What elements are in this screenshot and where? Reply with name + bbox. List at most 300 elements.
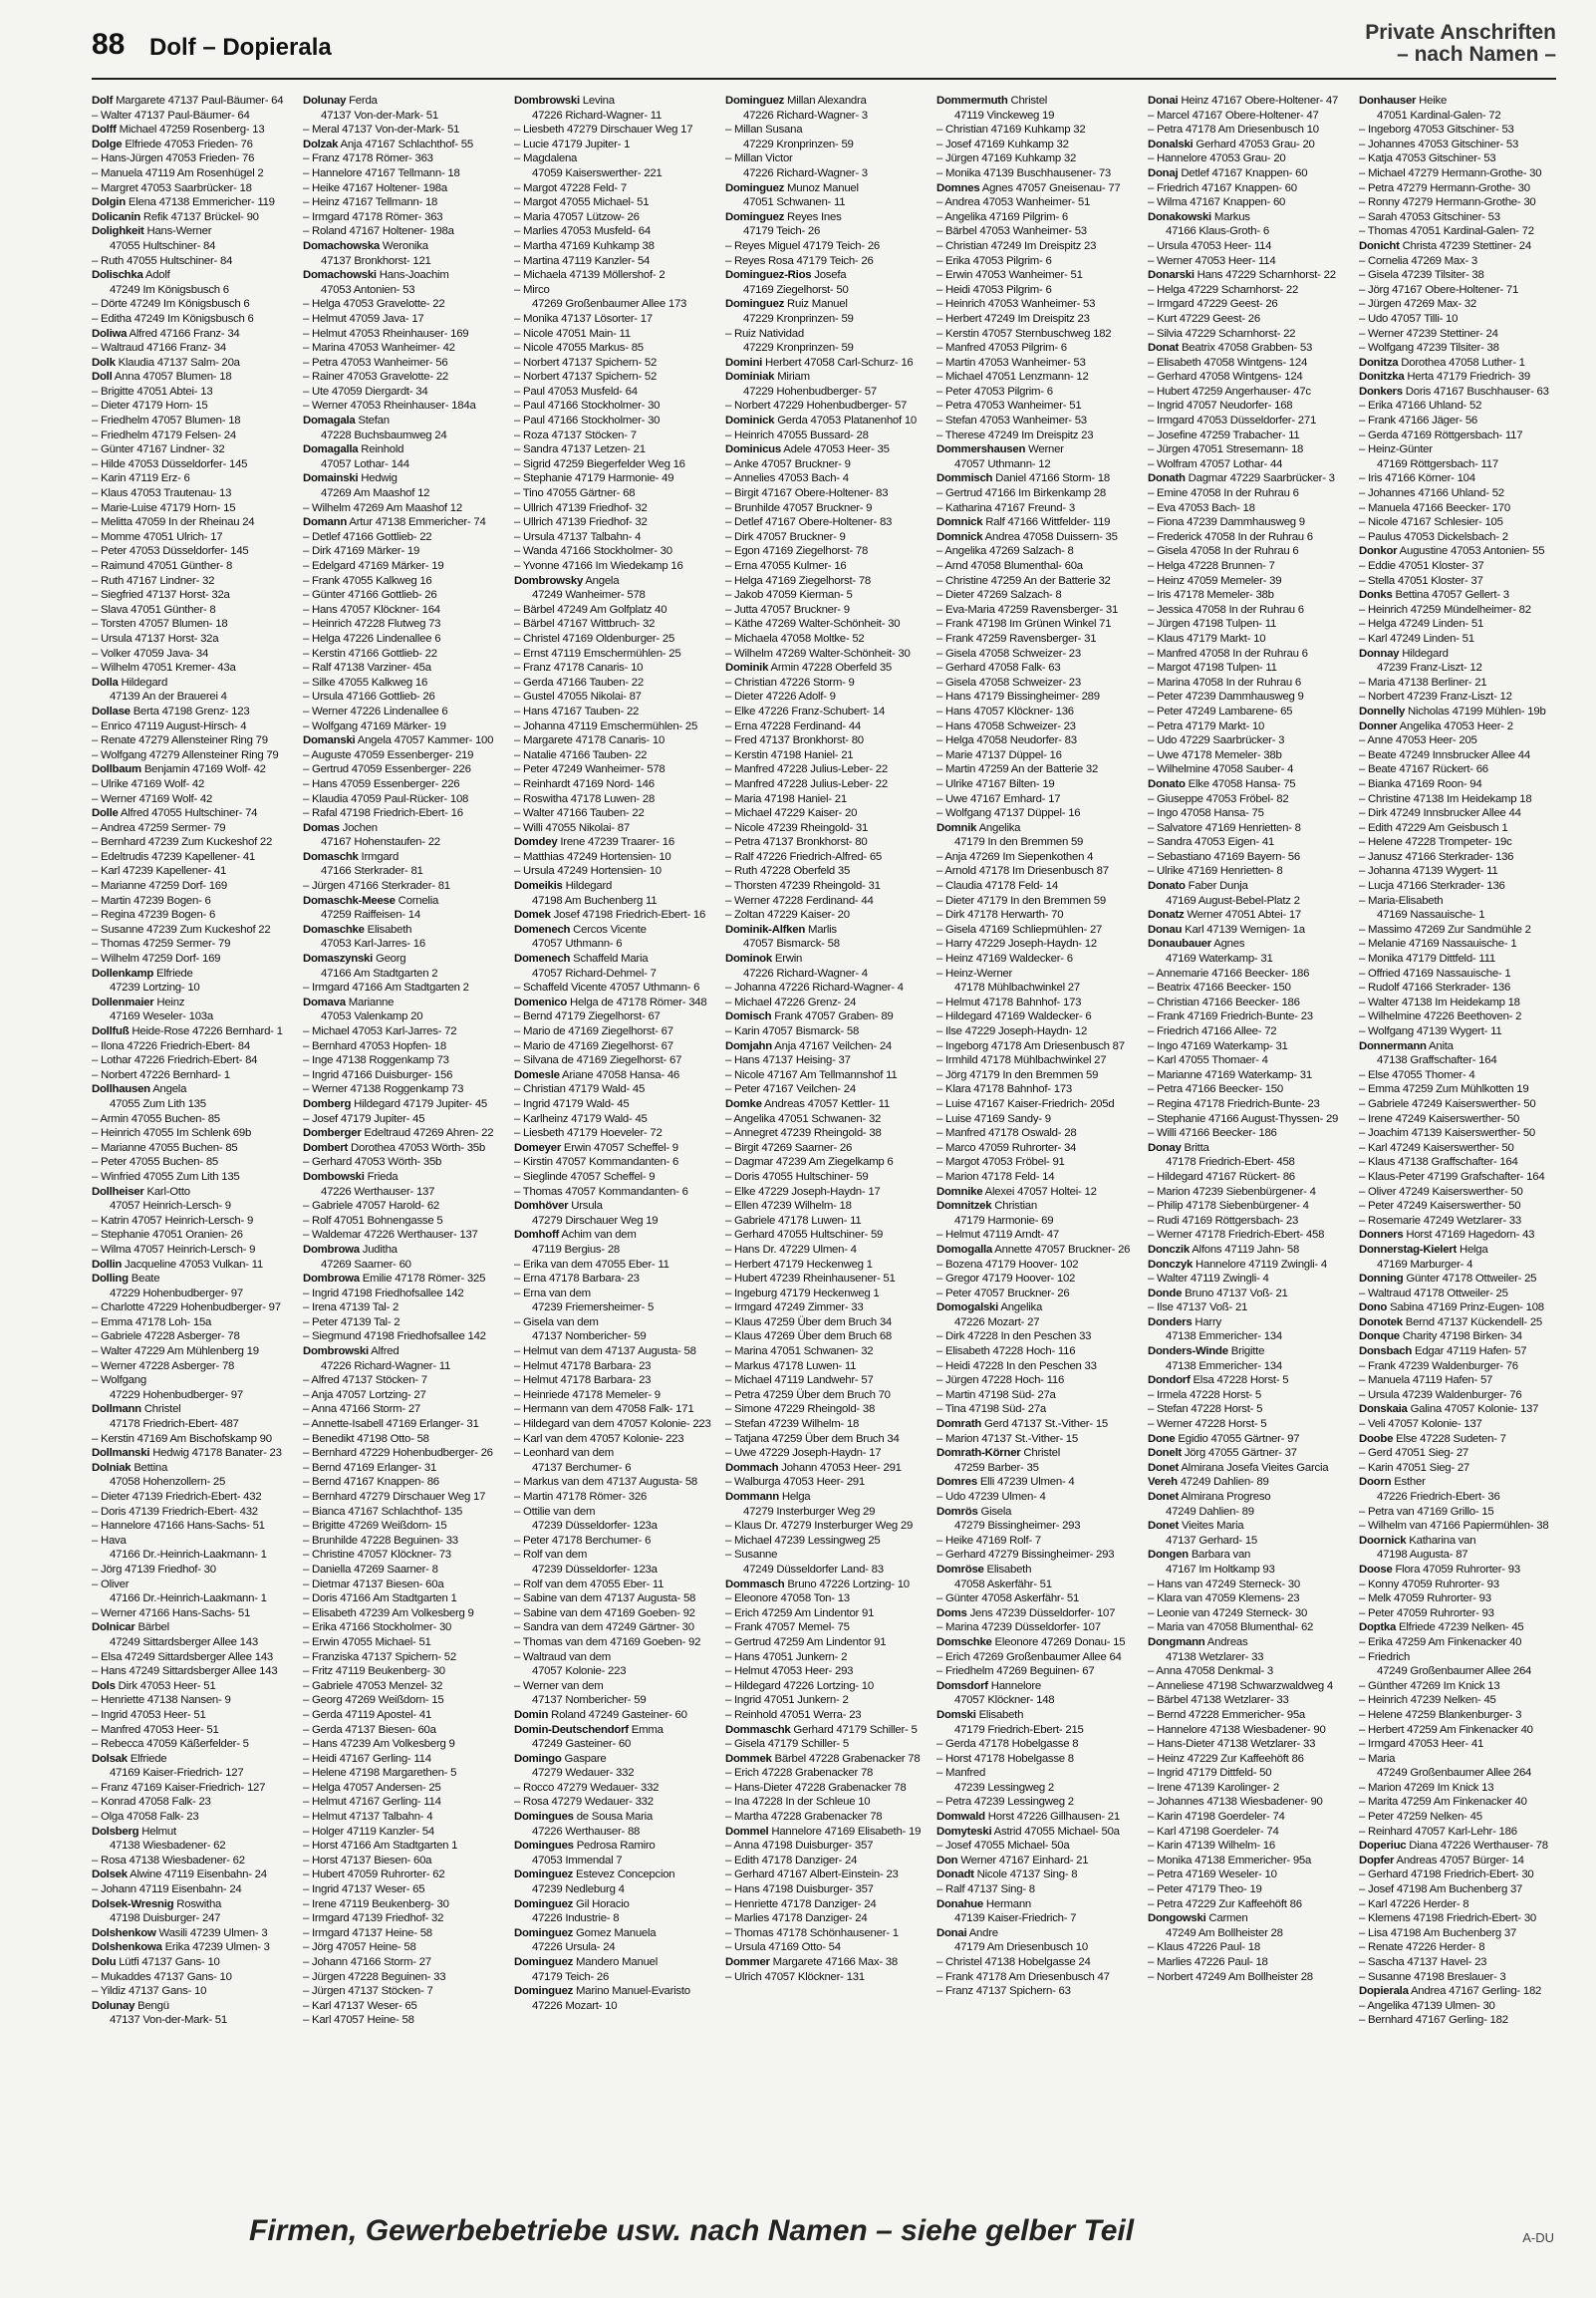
listing-entry: – Erwin 47053 Wanheimer- 51 — [936, 269, 1083, 282]
listing-entry: Dolniak Bettina — [92, 1461, 168, 1474]
listing-entry: 47051 Kardinal-Galen- 72 — [1377, 109, 1501, 122]
listing-entry: – Wolfram 47057 Lothar- 44 — [1148, 457, 1283, 470]
listing-entry: – Michael 47051 Lenzmann- 12 — [936, 371, 1089, 384]
listing-entry: – Ulrike 47169 Wolf- 42 — [92, 777, 205, 790]
listing-entry: Dollmanski Hedwig 47178 Banater- 23 — [92, 1447, 282, 1460]
listing-entry: – Käthe 47269 Walter-Schönheit- 30 — [725, 618, 901, 631]
section-title — [1365, 22, 1556, 66]
listing-entry: – Erika 47166 Uhland- 52 — [1359, 400, 1482, 413]
listing-entry: 47226 Richard-Wagner- 11 — [321, 1359, 451, 1372]
listing-entry: – Hans 47249 Sittardsberger Allee 143 — [92, 1665, 278, 1678]
listing-entry: Doobe Else 47228 Sudeten- 7 — [1359, 1432, 1506, 1445]
listing-entry: – Thomas van dem 47169 Goeben- 92 — [514, 1635, 701, 1648]
listing-entry: – Irmgard 47053 Düsseldorfer- 271 — [1148, 415, 1317, 428]
listing-entry: – Annelies 47053 Bach- 4 — [725, 472, 849, 485]
listing-entry: – Ingrid 47057 Neudorfer- 168 — [1148, 400, 1293, 413]
listing-entry: – Michael 47279 Hermann-Grothe- 30 — [1359, 166, 1542, 179]
listing-entry: – Hans 47058 Schweizer- 23 — [936, 719, 1076, 732]
listing-entry: – Ruth 47167 Lindner- 32 — [92, 574, 215, 587]
listing-entry: – Annemarie 47166 Beecker- 186 — [1148, 967, 1310, 980]
listing-entry: – Frank 47057 Memel- 75 — [725, 1621, 850, 1634]
listing-entry: 47055 Hultschiner- 84 — [110, 239, 216, 252]
listing-entry: Domnes Agnes 47057 Gneisenau- 77 — [936, 181, 1121, 194]
listing-entry: – Ruth 47055 Hultschiner- 84 — [92, 254, 233, 267]
listing-entry: – Gerhard 47058 Wintgens- 124 — [1148, 371, 1303, 384]
listing-entry: – Helga 47169 Ziegelhorst- 78 — [725, 574, 871, 587]
listing-column-5 — [936, 94, 1140, 2176]
listing-entry: – Brigitte 47269 Weißdorn- 15 — [303, 1520, 447, 1533]
listing-entry: 47167 Hohenstaufen- 22 — [321, 836, 440, 849]
listing-entry: – Roland 47167 Holtener- 198a — [303, 225, 454, 238]
listing-entry: – Dieter 47139 Friedrich-Ebert- 432 — [92, 1491, 262, 1503]
listing-entry: 47249 Düsseldorfer Land- 83 — [743, 1563, 884, 1576]
listing-entry: – Hans 47059 Essenberger- 226 — [303, 777, 460, 790]
listing-entry: – Hans 47057 Klöckner- 136 — [936, 705, 1074, 718]
listing-entry: Dominik Armin 47228 Oberfeld 35 — [725, 662, 892, 675]
listing-entry: 47139 An der Brauerei 4 — [110, 691, 227, 704]
listing-entry: – Elisabeth 47239 Am Volkesberg 9 — [303, 1606, 474, 1619]
listing-entry: Donay Britta — [1148, 1141, 1209, 1154]
listing-entry: 47249 Dahlien- 89 — [1166, 1505, 1254, 1518]
listing-entry: – Renate 47279 Allensteiner Ring 79 — [92, 734, 268, 747]
listing-entry: – Norbert 47137 Spichern- 52 — [514, 356, 658, 369]
listing-entry: – Sandra 47053 Eigen- 41 — [1148, 836, 1274, 849]
listing-entry: – Giuseppe 47053 Fröbel- 82 — [1148, 792, 1289, 805]
listing-entry: – Klaus 47179 Markt- 10 — [1148, 632, 1266, 645]
listing-entry: – Lothar 47226 Friedrich-Ebert- 84 — [92, 1054, 258, 1067]
listing-entry: Domberg Hildegard 47179 Jupiter- 45 — [303, 1097, 487, 1110]
listing-entry: – Renate 47226 Herder- 8 — [1359, 1941, 1485, 1954]
listing-entry: Donath Dagmar 47229 Saarbrücker- 3 — [1148, 472, 1335, 485]
listing-entry: – Nicole 47239 Rheingold- 31 — [725, 821, 869, 834]
listing-entry: – Helga 47226 Lindenallee 6 — [303, 632, 441, 645]
listing-entry: – Helga 47249 Linden- 51 — [1359, 618, 1484, 631]
listing-entry: Domschke Eleonore 47269 Donau- 15 — [936, 1635, 1126, 1648]
listing-entry: – Alfred 47137 Stöcken- 7 — [303, 1374, 427, 1387]
listing-entry: Dols Dirk 47053 Heer- 51 — [92, 1679, 216, 1692]
listing-entry: – Stefan 47228 Horst- 5 — [1148, 1403, 1263, 1416]
listing-entry: – Ina 47228 In der Schleue 10 — [725, 1796, 871, 1809]
listing-entry: Domenech Cercos Vicente — [514, 923, 647, 936]
listing-entry: Domava Marianne — [303, 996, 395, 1008]
listing-entry: – Kerstin 47169 Am Bischofskamp 90 — [92, 1432, 272, 1445]
listing-entry: – Bärbel 47053 Wanheimer- 53 — [936, 225, 1087, 238]
listing-entry: – Petra 47053 Wanheimer- 51 — [936, 400, 1082, 413]
listing-entry: – Helmut 47137 Talbahn- 4 — [303, 1811, 433, 1824]
listing-entry: Dolighkeit Hans-Werner — [92, 225, 212, 238]
listing-entry: – Sarah 47053 Gitschiner- 53 — [1359, 210, 1500, 223]
listing-entry: – Johannes 47138 Wiesbadener- 90 — [1148, 1796, 1323, 1809]
listing-entry: Dolsberg Helmut — [92, 1825, 176, 1838]
listing-entry: – Brunhilde 47057 Bruckner- 9 — [725, 501, 873, 514]
listing-entry: Dolk Klaudia 47137 Salm- 20a — [92, 356, 240, 369]
listing-entry: – Benedikt 47198 Otto- 58 — [303, 1432, 429, 1445]
listing-entry: – Birgit 47269 Saarner- 26 — [725, 1141, 853, 1154]
listing-entry: Donnelly Nicholas 47199 Mühlen- 19b — [1359, 705, 1546, 718]
listing-entry: – Natalie 47166 Tauben- 22 — [514, 748, 648, 761]
listing-entry: Dommann Helga — [725, 1491, 811, 1503]
listing-entry: – Arnold 47178 Im Driesenbusch 87 — [936, 865, 1109, 878]
listing-entry: – Wolfgang — [92, 1374, 146, 1387]
listing-entry: – Monika 47137 Lösorter- 17 — [514, 312, 653, 325]
listing-entry: 47249 Wanheimer- 578 — [532, 589, 646, 602]
listing-entry: – Melitta 47059 In der Rheinau 24 — [92, 516, 255, 529]
listing-entry: – Silke 47055 Kalkweg 16 — [303, 676, 428, 689]
listing-entry: – Reyes Miguel 47179 Teich- 26 — [725, 239, 881, 252]
listing-entry: – Reinhard 47057 Karl-Lehr- 186 — [1359, 1825, 1517, 1838]
listing-entry: Domjahn Anja 47167 Veilchen- 24 — [725, 1039, 893, 1052]
listing-entry: Donczik Alfons 47119 Jahn- 58 — [1148, 1243, 1300, 1256]
listing-entry: – Roswitha 47178 Luwen- 28 — [514, 792, 656, 805]
listing-entry: Dolsak Elfriede — [92, 1752, 167, 1765]
listing-entry: – Johannes 47053 Gitschiner- 53 — [1359, 138, 1519, 150]
listing-entry: – Konny 47059 Ruhrorter- 93 — [1359, 1578, 1499, 1590]
listing-entry: Donders-Winde Brigitte — [1148, 1345, 1265, 1358]
listing-entry: – Olga 47058 Falk- 23 — [92, 1811, 199, 1824]
listing-entry: – Thomas 47178 Schönhausener- 1 — [725, 1926, 899, 1939]
listing-entry: – Bernd 47228 Emmericher- 95a — [1148, 1708, 1306, 1721]
listing-entry: 47057 Lothar- 144 — [321, 457, 409, 470]
listing-entry: – Ulrike 47167 Bilten- 19 — [936, 777, 1055, 790]
listing-entry: – Irene 47249 Kaiserswerther- 50 — [1359, 1112, 1520, 1125]
listing-entry: – Jessica 47058 In der Ruhrau 6 — [1148, 603, 1304, 616]
listing-entry: – Beate 47167 Rückert- 66 — [1359, 763, 1488, 776]
listing-entry: – Sebastiano 47169 Bayern- 56 — [1148, 850, 1300, 863]
listing-entry: – Gerhard 47055 Hultschiner- 59 — [725, 1229, 884, 1242]
listing-entry: Domann Artur 47138 Emmericher- 74 — [303, 516, 486, 529]
listing-entry: – Lisa 47198 Am Buchenberg 37 — [1359, 1926, 1517, 1939]
listing-entry: – Klaus-Peter 47199 Grafschafter- 164 — [1359, 1170, 1545, 1183]
listing-entry: – Hans 47179 Bissingheimer- 289 — [936, 691, 1100, 704]
listing-entry: – Johanna 47226 Richard-Wagner- 4 — [725, 982, 904, 995]
listing-entry: – Dirk 47249 Innsbrucker Allee 44 — [1359, 807, 1521, 820]
listing-entry: – Christian 47179 Wald- 45 — [514, 1083, 646, 1096]
listing-entry: Donque Charity 47198 Birken- 34 — [1359, 1330, 1522, 1343]
listing-entry: – Karl 47249 Linden- 51 — [1359, 632, 1474, 645]
listing-entry: – Claudia 47178 Feld- 14 — [936, 880, 1058, 893]
listing-entry: – Hildegard van dem 47057 Kolonie- 223 — [514, 1418, 711, 1431]
listing-entry: – Charlotte 47229 Hohenbudberger- 97 — [92, 1301, 281, 1314]
listing-entry: – Hava — [92, 1534, 127, 1547]
listing-entry: – Horst 47178 Hobelgasse 8 — [936, 1752, 1074, 1765]
listing-entry: – Peter 47167 Veilchen- 24 — [725, 1083, 856, 1096]
listing-entry: – Hildegard 47226 Lortzing- 10 — [725, 1679, 874, 1692]
listing-entry: – Frank 47259 Ravensberger- 31 — [936, 632, 1097, 645]
listing-entry: Donotek Bernd 47137 Kückendell- 25 — [1359, 1315, 1542, 1328]
listing-entry: – Tino 47055 Gärtner- 68 — [514, 487, 636, 500]
listing-entry: – Helmut 47053 Heer- 293 — [725, 1665, 854, 1678]
listing-entry: – Norbert 47137 Spichern- 52 — [514, 371, 658, 384]
listing-entry: Domnick Andrea 47058 Duissern- 35 — [936, 530, 1118, 543]
listing-entry: – Yildiz 47137 Gans- 10 — [92, 1985, 207, 1998]
listing-entry: – Rudi 47169 Röttgersbach- 23 — [1148, 1214, 1299, 1227]
listing-entry: – Gerhard 47167 Albert-Einstein- 23 — [725, 1868, 899, 1881]
listing-entry: Domin Roland 47249 Gasteiner- 60 — [514, 1708, 687, 1721]
listing-entry: – Ulrike 47169 Henrietten- 8 — [1148, 865, 1283, 878]
listing-entry: 47119 Bergius- 28 — [532, 1243, 620, 1256]
listing-entry: – Maria 47138 Berliner- 21 — [1359, 676, 1487, 689]
listing-entry: – Gisela 47058 In der Ruhrau 6 — [1148, 545, 1299, 558]
listing-entry: Donato Elke 47058 Hansa- 75 — [1148, 777, 1296, 790]
listing-entry: – Manfred 47228 Julius-Leber- 22 — [725, 777, 888, 790]
listing-entry: – Hans 47198 Duisburger- 357 — [725, 1883, 874, 1896]
listing-entry: Domesle Ariane 47058 Hansa- 46 — [514, 1068, 680, 1081]
listing-entry: – Heinrich 47055 Bussard- 28 — [725, 429, 869, 441]
listing-entry: Domenech Schaffeld Maria — [514, 953, 649, 966]
listing-entry: 47059 Kaiserswerther- 221 — [532, 166, 663, 179]
listing-entry: Donner Angelika 47053 Heer- 2 — [1359, 719, 1513, 732]
listing-entry: Dollmann Christel — [92, 1403, 181, 1416]
listing-entry: – Irmgard 47166 Am Stadtgarten 2 — [303, 982, 469, 995]
listing-entry: 47169 Marburger- 4 — [1377, 1258, 1473, 1271]
listing-entry: – Liesbeth 47179 Hoeveler- 72 — [514, 1127, 663, 1140]
listing-entry: – Ellen 47239 Wilhelm- 18 — [725, 1200, 852, 1213]
listing-entry: – Marianne 47169 Waterkamp- 31 — [1148, 1068, 1312, 1081]
listing-entry: – Hannelore 47053 Grau- 20 — [1148, 152, 1286, 165]
listing-entry: – Peter 47057 Bruckner- 26 — [936, 1287, 1070, 1299]
listing-entry: – Leonhard van dem — [514, 1447, 614, 1460]
listing-entry: 47249 Gasteiner- 60 — [532, 1738, 632, 1751]
listing-entry: – Fritz 47119 Beukenberg- 30 — [303, 1665, 445, 1678]
listing-entry: – Edith 47229 Am Geisbusch 1 — [1359, 821, 1508, 834]
listing-entry: Domek Josef 47198 Friedrich-Ebert- 16 — [514, 909, 706, 922]
listing-entry: – Ullrich 47139 Friedhof- 32 — [514, 516, 648, 529]
listing-entry: – Elisabeth 47228 Hoch- 116 — [936, 1345, 1076, 1358]
listing-entry: – Dirk 47057 Bruckner- 9 — [725, 530, 846, 543]
listing-entry: Domachowski Hans-Joachim — [303, 269, 449, 282]
listing-entry: Dolf Margarete 47137 Paul-Bäumer- 64 — [92, 95, 284, 107]
listing-entry: 47053 Immendal 7 — [532, 1854, 623, 1867]
listing-entry: – Friedhelm 47057 Blumen- 18 — [92, 415, 241, 428]
listing-entry: Donaubauer Agnes — [1148, 938, 1245, 951]
listing-entry: – Dirk 47169 Märker- 19 — [303, 545, 420, 558]
listing-entry: Dolzak Anja 47167 Schlachthof- 55 — [303, 138, 473, 150]
listing-entry: – Michael 47239 Lessingweg 25 — [725, 1534, 881, 1547]
listing-entry: Dommer Margarete 47166 Max- 38 — [725, 1956, 898, 1968]
listing-entry: – Frank 47239 Waldenburger- 76 — [1359, 1359, 1518, 1372]
listing-entry: – Mukaddes 47137 Gans- 10 — [92, 1970, 232, 1983]
listing-entry: – Friedrich — [1359, 1650, 1411, 1663]
listing-entry: – Millan Susana — [725, 124, 803, 137]
listing-entry: – Günther 47269 Im Knick 13 — [1359, 1679, 1500, 1692]
listing-entry: – Karl 47137 Weser- 65 — [303, 1999, 417, 2012]
listing-entry: – Henriette 47138 Nansen- 9 — [92, 1694, 231, 1707]
listing-entry: Donnay Hildegard — [1359, 647, 1449, 660]
listing-entry: – Johanna 47119 Emschermühlen- 25 — [514, 719, 698, 732]
listing-entry: Dominguez Mandero Manuel — [514, 1956, 659, 1968]
listing-entry: Dominguez Millan Alexandra — [725, 95, 867, 107]
listing-entry: – Katrin 47057 Heinrich-Lersch- 9 — [92, 1214, 254, 1227]
listing-entry: Domin-Deutschendorf Emma — [514, 1723, 664, 1736]
listing-entry: Domhöver Ursula — [514, 1200, 603, 1213]
listing-entry: – Wanda 47166 Stockholmer- 30 — [514, 545, 672, 558]
listing-entry: Domröse Elisabeth — [936, 1563, 1032, 1576]
listing-entry: – Manfred 47053 Heer- 51 — [92, 1723, 219, 1736]
listing-entry: – Ilse 47137 Voß- 21 — [1148, 1301, 1248, 1314]
listing-entry: – Slava 47051 Günther- 8 — [92, 603, 216, 616]
listing-entry: – Rolf 47051 Bohnengasse 5 — [303, 1214, 443, 1227]
listing-entry: – Gregor 47179 Hoover- 102 — [936, 1273, 1076, 1286]
listing-entry: – Detlef 47167 Obere-Holtener- 83 — [725, 516, 893, 529]
listing-entry: Dondorf Elsa 47228 Horst- 5 — [1148, 1374, 1289, 1387]
listing-entry: – Silvia 47229 Scharnhorst- 22 — [1148, 327, 1296, 340]
listing-entry: – Waltraud 47178 Ottweiler- 25 — [1359, 1287, 1508, 1299]
listing-entry: – Rosa 47279 Wedauer- 332 — [514, 1796, 654, 1809]
listing-entry: – Franz 47137 Spichern- 63 — [936, 1985, 1071, 1998]
listing-entry: – Anja 47057 Lortzing- 27 — [303, 1388, 426, 1401]
listing-entry: – Margot 47053 Fröbel- 91 — [936, 1156, 1065, 1169]
listing-entry: Dongmann Andreas — [1148, 1635, 1248, 1648]
listing-entry: – Helmut 47119 Arndt- 47 — [936, 1229, 1059, 1242]
listing-column-6 — [1148, 94, 1351, 2176]
listing-entry: Domagala Stefan — [303, 415, 390, 428]
listing-entry: – Manuela 47166 Beecker- 170 — [1359, 501, 1510, 514]
listing-entry: – Bianka 47169 Roon- 94 — [1359, 777, 1482, 790]
listing-entry: – Willi 47166 Beecker- 186 — [1148, 1127, 1277, 1140]
listing-entry: – Heinrich 47053 Wanheimer- 53 — [936, 298, 1096, 311]
listing-entry: – Stephanie 47166 August-Thyssen- 29 — [1148, 1112, 1339, 1125]
listing-entry: 47137 Gerhard- 15 — [1166, 1534, 1258, 1547]
listing-entry: – Marie-Luise 47179 Horn- 15 — [92, 501, 236, 514]
listing-entry: – Peter 47249 Lambarene- 65 — [1148, 705, 1293, 718]
listing-entry: 47058 Askerfähr- 51 — [954, 1578, 1052, 1590]
listing-entry: – Wolfgang 47239 Tilsiter- 38 — [1359, 342, 1499, 355]
listing-entry: – Ingo 47169 Waterkamp- 31 — [1148, 1039, 1288, 1052]
listing-entry: – Werner 47228 Asberger- 78 — [92, 1359, 235, 1372]
listing-entry: – Anna 47166 Storm- 27 — [303, 1403, 420, 1416]
listing-entry: – Gisela van dem — [514, 1315, 599, 1328]
listing-entry: 47169 Weseler- 103a — [110, 1010, 213, 1023]
listing-entry: – Bernd 47179 Ziegelhorst- 67 — [514, 1010, 661, 1023]
listing-entry: – Karl 47249 Kaiserswerther- 50 — [1359, 1141, 1514, 1154]
listing-entry: – Norbert 47249 Am Bollheister 28 — [1148, 1970, 1313, 1983]
listing-entry: – Erich 47228 Grabenacker 78 — [725, 1767, 874, 1780]
listing-entry: 47259 Barber- 35 — [954, 1461, 1039, 1474]
listing-entry: – Henriette 47178 Danziger- 24 — [725, 1897, 877, 1910]
listing-entry: – Friedrich 47166 Allee- 72 — [1148, 1025, 1277, 1037]
listing-entry: 47229 Kronprinzen- 59 — [743, 342, 854, 355]
listing-entry: Domnick Ralf 47166 Wittfelder- 119 — [936, 516, 1111, 529]
listing-entry: Dominiak Miriam — [725, 371, 810, 384]
listing-entry: – Walter 47229 Am Mühlenberg 19 — [92, 1345, 259, 1358]
listing-entry: – Ingeborg 47178 Am Driesenbusch 87 — [936, 1039, 1125, 1052]
listing-entry: – Frank 47198 Im Grünen Winkel 71 — [936, 618, 1112, 631]
listing-entry: Domeyer Erwin 47057 Scheffel- 9 — [514, 1141, 678, 1154]
listing-entry: – Wilhelm 47269 Am Maashof 12 — [303, 501, 462, 514]
listing-entry: 47053 Antonien- 53 — [321, 283, 415, 296]
listing-entry: – Martin 47053 Wanheimer- 53 — [936, 356, 1086, 369]
listing-entry: – Petra 47169 Weseler- 10 — [1148, 1868, 1277, 1881]
listing-entry: 47166 Dr.-Heinrich-Laakmann- 1 — [110, 1592, 267, 1605]
listing-entry: – Paul 47053 Musfeld- 64 — [514, 385, 638, 398]
listing-entry: – Petra 47179 Markt- 10 — [1148, 719, 1265, 732]
listing-entry: – Michael 47226 Grenz- 24 — [725, 996, 857, 1008]
listing-entry: – Jürgen 47137 Stöcken- 7 — [303, 1985, 433, 1998]
listing-entry: Domini Herbert 47058 Carl-Schurz- 16 — [725, 356, 914, 369]
listing-entry: – Mario de 47169 Ziegelhorst- 67 — [514, 1039, 673, 1052]
listing-entry: – Bernhard 47279 Dirschauer Weg 17 — [303, 1491, 486, 1503]
listing-entry: 47138 Emmericher- 134 — [1166, 1359, 1282, 1372]
listing-entry: Dolling Beate — [92, 1273, 160, 1286]
listing-entry: – Udo 47229 Saarbrücker- 3 — [1148, 734, 1285, 747]
listing-entry: Domingo Gaspare — [514, 1752, 607, 1765]
listing-entry: – Franz 47178 Canaris- 10 — [514, 662, 644, 675]
listing-entry: – Marina 47053 Wanheimer- 42 — [303, 342, 455, 355]
listing-entry: 47239 Lortzing- 10 — [110, 982, 200, 995]
listing-entry: – Erich 47259 Am Lindentor 91 — [725, 1606, 875, 1619]
listing-entry: Dolshenkowa Erika 47239 Ulmen- 3 — [92, 1941, 270, 1954]
listing-entry: 47058 Hohenzollern- 25 — [110, 1476, 226, 1489]
listing-entry: Domberger Edeltraud 47269 Ahren- 22 — [303, 1127, 494, 1140]
listing-entry: – Bernhard 47229 Hohenbudberger- 26 — [303, 1447, 493, 1460]
listing-entry: – Josefine 47259 Trabacher- 11 — [1148, 429, 1300, 441]
listing-entry: Domainski Hedwig — [303, 472, 398, 485]
listing-entry: – Momme 47051 Ulrich- 17 — [92, 530, 223, 543]
listing-entry: – Doris 47055 Hultschiner- 59 — [725, 1170, 869, 1183]
listing-entry: – Heinrich 47055 Im Schlenk 69b — [92, 1127, 252, 1140]
listing-entry: – Leonie van 47249 Sterneck- 30 — [1148, 1606, 1308, 1619]
listing-entry: – Janusz 47166 Sterkrader- 136 — [1359, 850, 1514, 863]
listing-entry: – Werner 47138 Roggenkamp 73 — [303, 1083, 464, 1096]
listing-entry: – Ralf 47138 Varziner- 45a — [303, 662, 431, 675]
listing-entry: Dominok Erwin — [725, 953, 803, 966]
listing-entry: – Martin 47259 An der Batterie 32 — [936, 763, 1099, 776]
listing-entry: – Gabriele 47053 Menzel- 32 — [303, 1679, 443, 1692]
listing-entry: – Herbert 47259 Am Finkenacker 40 — [1359, 1723, 1533, 1736]
listing-entry: – Werner 47053 Rheinhauser- 184a — [303, 400, 476, 413]
listing-entry: – Hans 47137 Heising- 37 — [725, 1054, 851, 1067]
listing-entry: – Peter 47139 Tal- 2 — [303, 1315, 400, 1328]
section-title-line2: – nach Namen – — [1397, 43, 1556, 66]
listing-entry: – Klara van 47059 Klemens- 23 — [1148, 1592, 1300, 1605]
listing-entry: – Jörg 47139 Friedhof- 30 — [92, 1563, 216, 1576]
listing-entry: – Wilhelm 47051 Kremer- 43a — [92, 662, 236, 675]
listing-entry: – Peter 47249 Kaiserswerther- 50 — [1359, 1200, 1521, 1213]
listing-entry: – Peter 47249 Wanheimer- 578 — [514, 763, 665, 776]
listing-entry: 47137 Nombericher- 59 — [532, 1694, 647, 1707]
listing-entry: – Magdalena — [514, 152, 578, 165]
listing-entry: – Helene 47198 Margarethen- 5 — [303, 1767, 457, 1780]
listing-entry: – Stella 47051 Kloster- 37 — [1359, 574, 1483, 587]
listing-entry: 47057 Richard-Dehmel- 7 — [532, 967, 657, 980]
listing-entry: – Karin 47051 Sieg- 27 — [1359, 1461, 1470, 1474]
listing-entry: Donicht Christa 47239 Stettiner- 24 — [1359, 239, 1531, 252]
listing-entry: – Mirco — [514, 283, 550, 296]
listing-entry: – Egon 47169 Ziegelhorst- 78 — [725, 545, 869, 558]
listing-entry: – Eva-Maria 47259 Ravensberger- 31 — [936, 603, 1119, 616]
listing-entry: – Gerd 47051 Sieg- 27 — [1359, 1447, 1469, 1460]
listing-entry: Doptka Elfriede 47239 Nelken- 45 — [1359, 1621, 1524, 1634]
listing-entry: – Hannelore 47166 Hans-Sachs- 51 — [92, 1520, 265, 1533]
listing-entry: – Marion 47269 Im Knick 13 — [1359, 1781, 1494, 1794]
listing-entry: – Regina 47239 Bogen- 6 — [92, 909, 216, 922]
listing-entry: Dolsek Alwine 47119 Eisenbahn- 24 — [92, 1868, 267, 1881]
listing-entry: 47279 Bissingheimer- 293 — [954, 1520, 1081, 1533]
listing-entry: Dominick Gerda 47053 Platanenhof 10 — [725, 415, 917, 428]
listing-entry: – Ilona 47226 Friedrich-Ebert- 84 — [92, 1039, 250, 1052]
listing-entry: – Ullrich 47139 Friedhof- 32 — [514, 501, 648, 514]
listing-entry: – Helga 47058 Neudorfer- 83 — [936, 734, 1077, 747]
listing-entry: – Gisela 47169 Schliepmühlen- 27 — [936, 923, 1103, 936]
listing-entry: – Anna 47058 Denkmal- 3 — [1148, 1665, 1273, 1678]
listing-entry: – Oliver 47249 Kaiserswerther- 50 — [1359, 1185, 1523, 1198]
listing-entry: – Günter 47166 Gottlieb- 26 — [303, 589, 437, 602]
listing-entry: Dommel Hannelore 47169 Elisabeth- 19 — [725, 1825, 922, 1838]
listing-entry: – Hannelore 47167 Tellmann- 18 — [303, 166, 460, 179]
listing-entry: Dolicanin Refik 47137 Brückel- 90 — [92, 210, 259, 223]
listing-entry: – Volker 47059 Java- 34 — [92, 647, 209, 660]
footer-note: Firmen, Gewerbebetriebe usw. nach Namen – siehe gelber Teil — [249, 2214, 1135, 2247]
